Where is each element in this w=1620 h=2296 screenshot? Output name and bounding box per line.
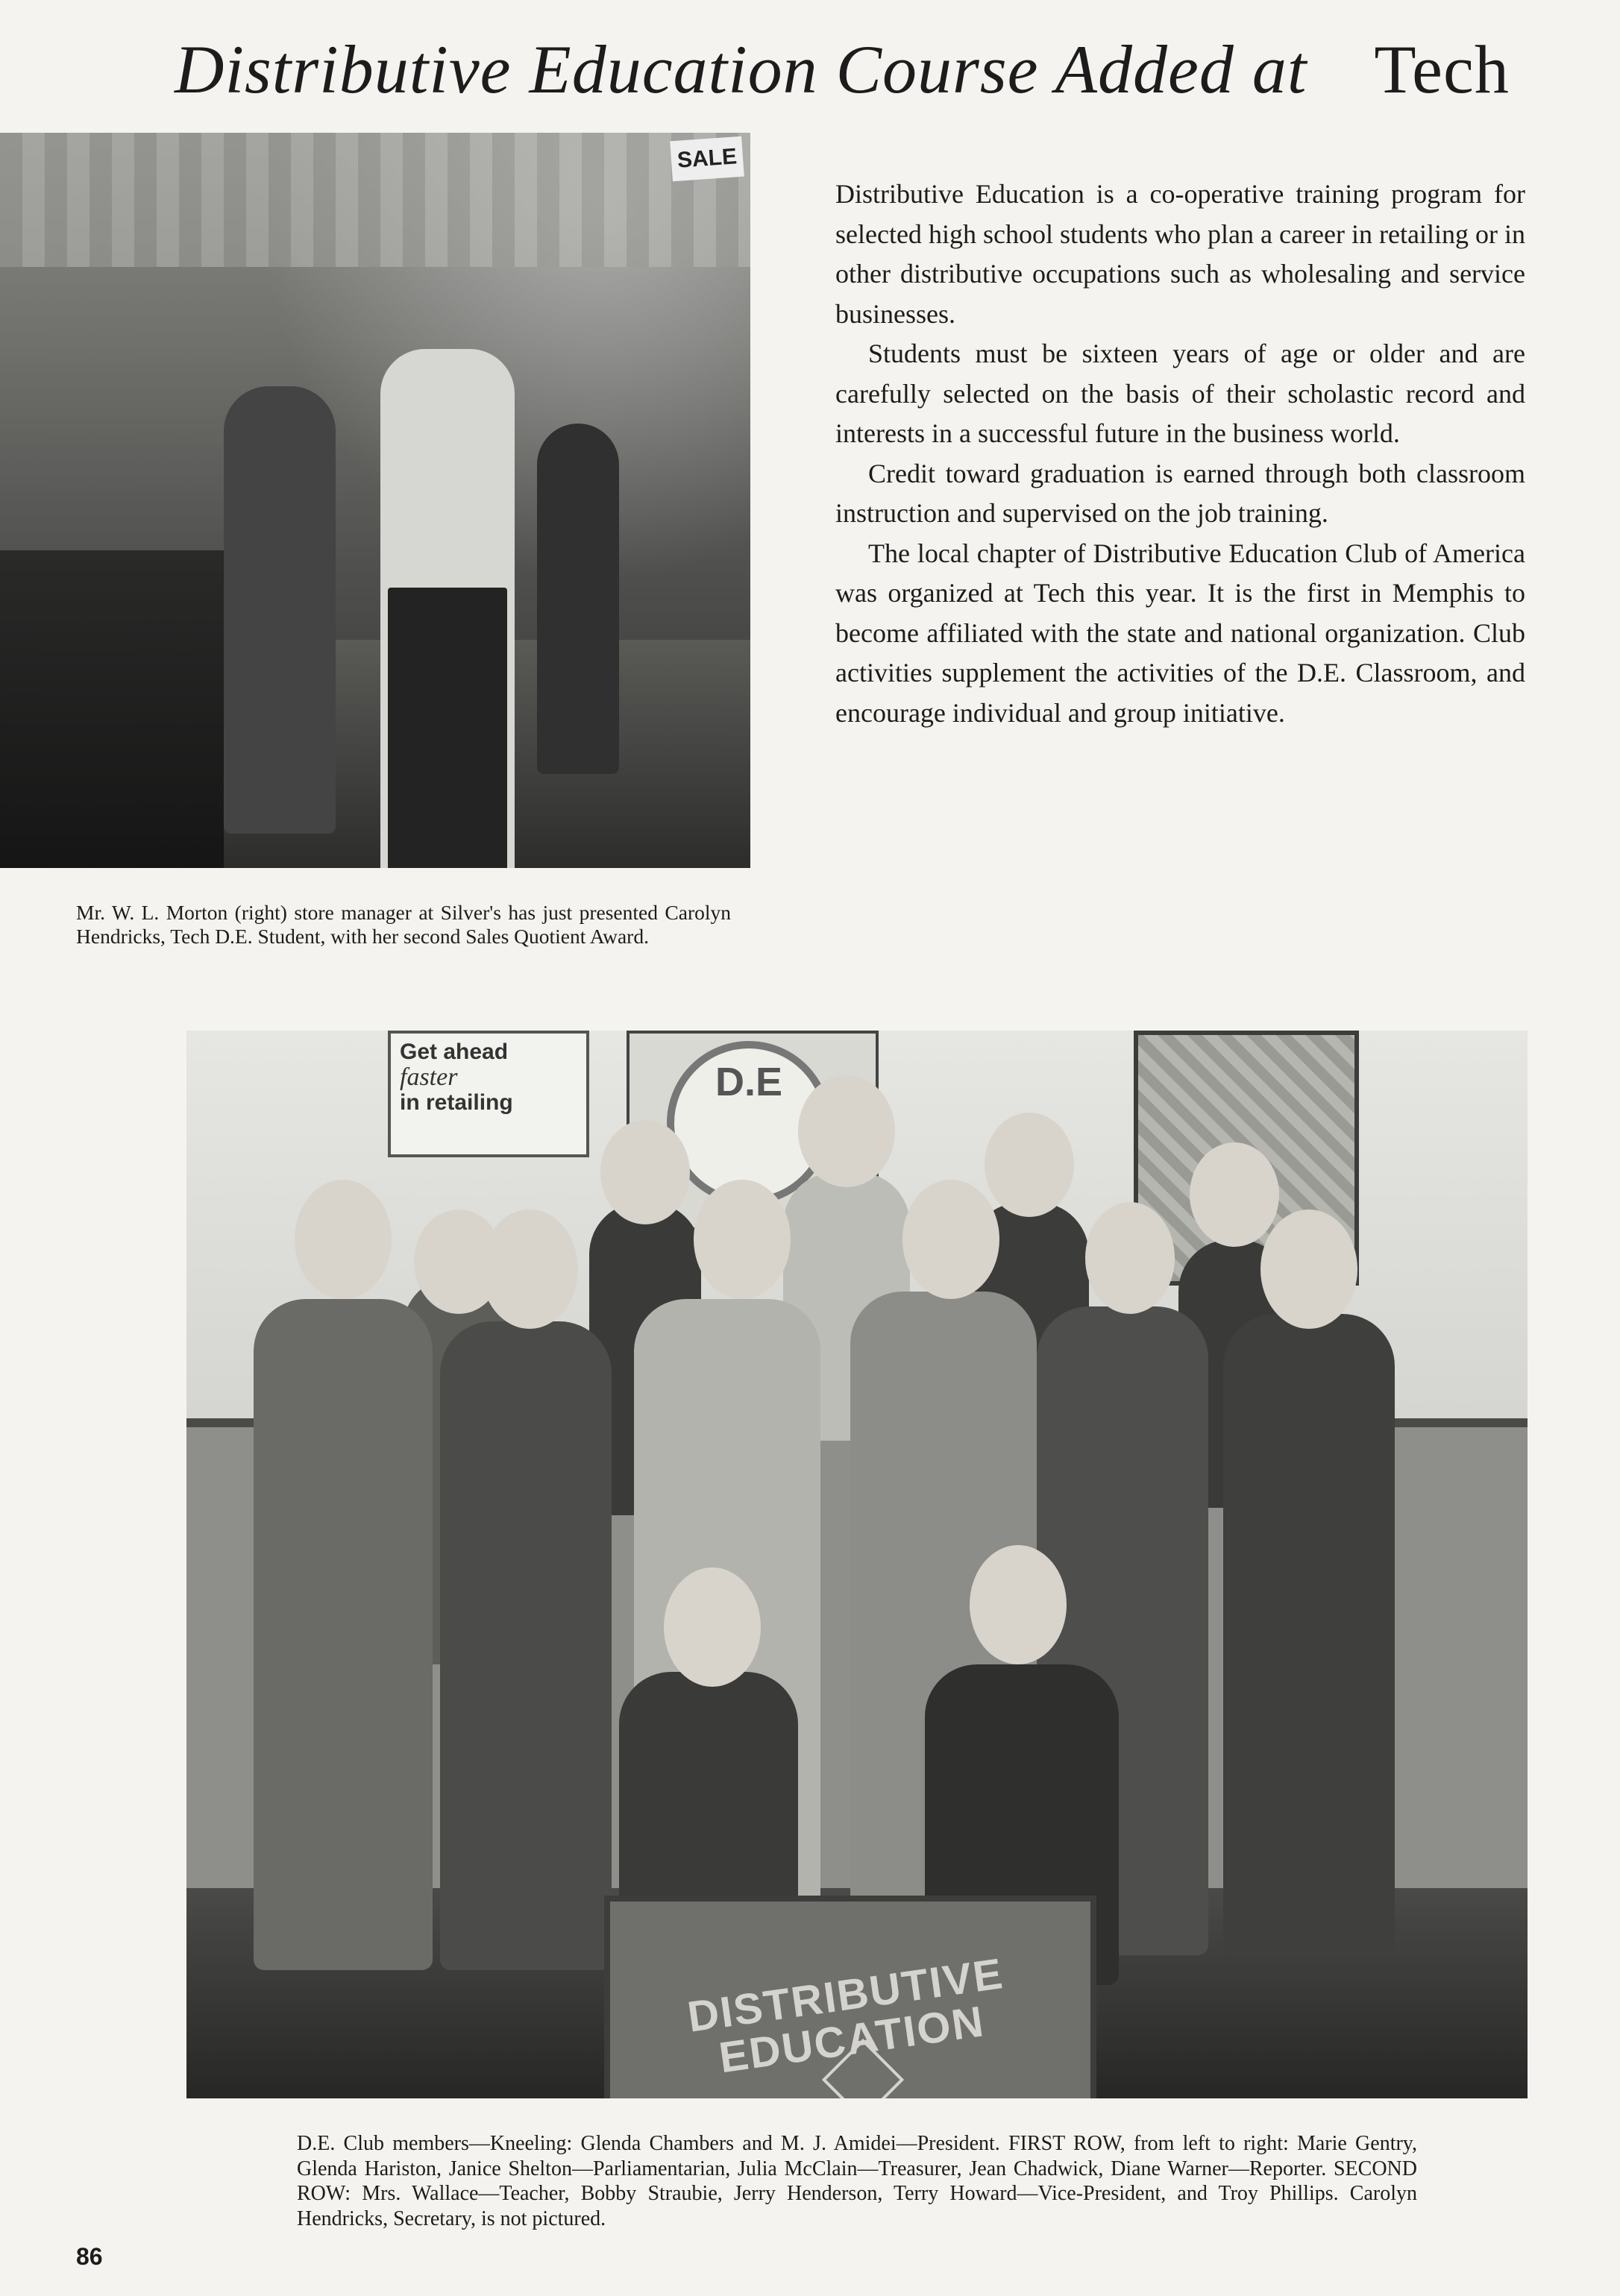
member-head [1260,1210,1357,1329]
club-group-photo [186,1031,1528,2098]
article-body [835,174,1525,733]
member-head [600,1120,690,1224]
store-photo-caption: Mr. W. L. Morton (right) store manager at Silver's has just presented Carolyn Hendricks, Tech D.E. Student, with her second Sales Quotient Award. [76,901,731,948]
page-title-end: Tech [1374,31,1510,107]
member-head [481,1210,578,1329]
distributive-education-banner [604,1896,1096,2098]
member-head [664,1567,761,1687]
page-title-main: Distributive Education Course Added at [175,31,1307,107]
retailing-poster [388,1031,589,1157]
poster-line: faster [400,1063,458,1091]
member-head [970,1545,1067,1664]
member-head [985,1113,1074,1217]
de-emblem: D.E [667,1041,831,1205]
member-head [295,1180,392,1299]
article-paragraph: Distributive Education is a co-operative training program for selected high school students who plan a career in retailing or in other distributive occupations such as wholesaling and service businesses. [835,179,1525,329]
page-number: 86 [76,2243,103,2270]
group-photo-caption: D.E. Club members—Kneeling: Glenda Chambers and M. J. Amidei—President. FIRST ROW, from left to right: Marie Gentry, Glenda Hariston, Janice Shelton—Parliamentarian, Julia McClain—Treasurer, Jean Chadwick, Diane Warner—Reporter. SECOND ROW: Mrs. Wallace—Teacher, Bobby Straubie, Jerry Henderson, Terry Howard—Vice-President, and Troy Phillips. Carolyn Hendricks, Secretary, is not pictured. [297,2132,1417,2230]
club-member-figure [254,1299,433,1970]
poster-line: Get ahead [400,1040,509,1064]
student-figure [224,386,336,834]
club-member-figure [1223,1314,1395,1955]
article-paragraph: The local chapter of Distributive Education Club of America was organized at Tech this year. It is the first in Memphis to become affiliated with the state and national organization. Club activities supplement the activities of the D.E. Classroom, and encourage individual and group initiative. [835,538,1525,728]
store-photo [0,133,750,868]
article-paragraph: Credit toward graduation is earned through both classroom instruction and supervised on the job training. [835,458,1525,528]
club-member-figure [440,1321,612,1970]
member-head [1190,1142,1279,1247]
shopper-figure [537,424,619,774]
store-manager-trousers [388,588,507,868]
member-head [694,1180,791,1299]
article-paragraph: Students must be sixteen years of age or older and are carefully selected on the basis of their scholastic record and interests in a successful future in the business world. [835,339,1525,448]
banner-top-text: DISTRIBUTIVE EDUCATION [684,1949,1007,2083]
store-ceiling-decorations [0,133,750,267]
member-head [798,1075,895,1187]
member-head [1085,1202,1175,1314]
sale-sign: SALE [670,136,744,182]
poster-line: in retailing [400,1090,513,1115]
member-head [902,1180,999,1299]
page-title [175,21,1562,118]
